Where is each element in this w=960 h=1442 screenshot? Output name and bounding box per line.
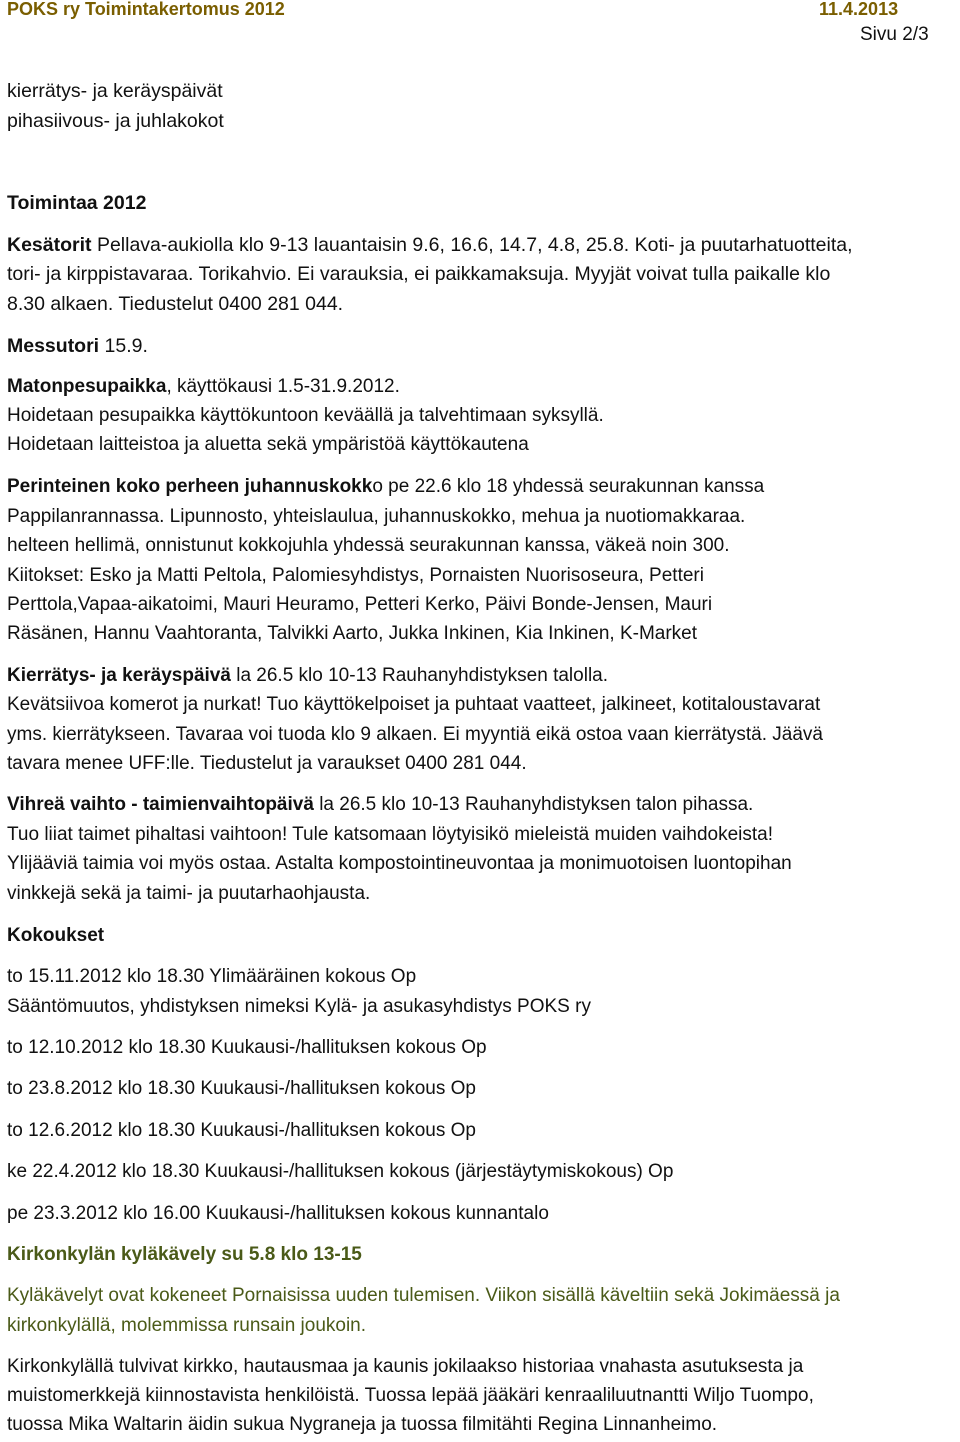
vihrea-title: Vihreä vaihto - taimienvaihtopäivä [7, 794, 314, 815]
vihrea-line-1: Vihreä vaihto - taimienvaihtopäivä la 26.5 klo 10-13 Rauhanyhdistyksen talon pihassa. [7, 794, 754, 815]
kylakavely-line-3: Kirkonkylällä tulvivat kirkko, hautausmaa ja kaunis jokilaakso historiaa vnahasta asutuksesta ja [7, 1356, 804, 1377]
meeting-2: to 12.10.2012 klo 18.30 Kuukausi-/hallituksen kokous Op [7, 1037, 487, 1058]
kesatorit-line-3: 8.30 alkaen. Tiedustelut 0400 281 044. [7, 293, 344, 315]
document-title: POKS ry Toimintakertomus 2012 [7, 0, 285, 19]
kesatorit-title: Kesätorit [7, 234, 92, 256]
juhannus-title: Perinteinen koko perheen juhannuskokk [7, 476, 373, 497]
meeting-6: pe 23.3.2012 klo 16.00 Kuukausi-/hallituksen kokous kunnantalo [7, 1203, 549, 1224]
maton-line-2: Hoidetaan pesupaikka käyttökuntoon keväällä ja talvehtimaan syksyllä. [7, 405, 604, 426]
maton-line-3: Hoidetaan laitteistoa ja aluetta sekä ympäristöä käyttökautena [7, 434, 529, 455]
meeting-5: ke 22.4.2012 klo 18.30 Kuukausi-/hallituksen kokous (järjestäytymiskokous) Op [7, 1161, 674, 1182]
intro-line-2: pihasiivous- ja juhlakokot [7, 110, 224, 132]
kylakavely-line-5: tuossa Mika Waltarin äidin sukua Nygraneja ja tuossa filmitähti Regina Linnanheimo. [7, 1414, 718, 1435]
kierratys-line-1: Kierrätys- ja keräyspäivä la 26.5 klo 10-13 Rauhanyhdistyksen talolla. [7, 665, 609, 686]
intro-line-1: kierrätys- ja keräyspäivät [7, 80, 223, 102]
juhannus-line-1: Perinteinen koko perheen juhannuskokko pe 22.6 klo 18 yhdessä seurakunnan kanssa [7, 476, 765, 497]
kierratys-line-2: Kevätsiivoa komerot ja nurkat! Tuo käyttökelpoiset ja puhtaat vaatteet, jalkineet, kotitaloustavarat [7, 694, 821, 715]
maton-line-1: Matonpesupaikka, käyttökausi 1.5-31.9.2012. [7, 376, 400, 397]
kesatorit-line-2: tori- ja kirppistavaraa. Torikahvio. Ei varauksia, ei paikkamaksuja. Myyjät voivat tulla paikalle klo [7, 263, 831, 285]
document-date: 11.4.2013 [819, 0, 899, 19]
messutori-line: Messutori 15.9. [7, 335, 148, 357]
page-number: Sivu 2/3 [860, 24, 929, 45]
messutori-title: Messutori [7, 335, 100, 357]
kylakavely-heading: Kirkonkylän kyläkävely su 5.8 klo 13-15 [7, 1244, 362, 1265]
juhannus-line-6: Räsänen, Hannu Vaahtoranta, Talvikki Aarto, Jukka Inkinen, Kia Inkinen, K-Market [7, 623, 698, 644]
kierratys-line-4: tavara menee UFF:lle. Tiedustelut ja varaukset 0400 281 044. [7, 753, 527, 774]
vihrea-line-2: Tuo liiat taimet pihaltasi vaihtoon! Tule katsomaan löytyisikö mieleistä muiden vaihdokeista! [7, 824, 774, 845]
kierratys-title: Kierrätys- ja keräyspäivä [7, 665, 231, 686]
meeting-1-note: Sääntömuutos, yhdistyksen nimeksi Kylä- ja asukasyhdistys POKS ry [7, 996, 591, 1017]
meeting-1: to 15.11.2012 klo 18.30 Ylimääräinen kokous Op [7, 966, 417, 987]
section-heading-toimintaa: Toimintaa 2012 [7, 192, 147, 214]
maton-title: Matonpesupaikka [7, 376, 167, 397]
kylakavely-line-1: Kyläkävelyt ovat kokeneet Pornaisissa uuden tulemisen. Viikon sisällä käveltiin sekä Jokimäessä ja [7, 1285, 840, 1306]
kierratys-line-3: yms. kierrätykseen. Tavaraa voi tuoda klo 9 alkaen. Ei myyntiä eikä ostoa vaan kierrätystä. Jäävä [7, 724, 823, 745]
vihrea-line-4: vinkkejä sekä ja taimi- ja puutarhaohjausta. [7, 883, 371, 904]
juhannus-line-3: helteen hellimä, onnistunut kokkojuhla yhdessä seurakunnan kanssa, väkeä noin 300. [7, 535, 730, 556]
kesatorit-line-1: Kesätorit Pellava-aukiolla klo 9-13 lauantaisin 9.6, 16.6, 14.7, 4.8, 25.8. Koti- ja puutarhatuotteita, [7, 234, 853, 256]
kokoukset-heading: Kokoukset [7, 925, 105, 946]
juhannus-line-5: Perttola,Vapaa-aikatoimi, Mauri Heuramo, Petteri Kerko, Päivi Bonde-Jensen, Mauri [7, 594, 713, 615]
meeting-4: to 12.6.2012 klo 18.30 Kuukausi-/hallituksen kokous Op [7, 1120, 476, 1141]
vihrea-line-3: Ylijääviä taimia voi myös ostaa. Astalta kompostointineuvontaa ja monimuotoisen luontopihan [7, 853, 792, 874]
kylakavely-line-2: kirkonkylällä, molemmissa runsain joukoin. [7, 1315, 367, 1336]
juhannus-line-2: Pappilanrannassa. Lipunnosto, yhteislaulua, juhannuskokko, mehua ja nuotiomakkaraa. [7, 506, 746, 527]
kylakavely-line-4: muistomerkkejä kiinnostavista henkilöistä. Tuossa lepää jääkäri kenraaliluutnantti Wiljo Tuompo, [7, 1385, 814, 1406]
juhannus-line-4: Kiitokset: Esko ja Matti Peltola, Palomiesyhdistys, Pornaisten Nuorisoseura, Petteri [7, 565, 704, 586]
meeting-3: to 23.8.2012 klo 18.30 Kuukausi-/hallituksen kokous Op [7, 1078, 476, 1099]
